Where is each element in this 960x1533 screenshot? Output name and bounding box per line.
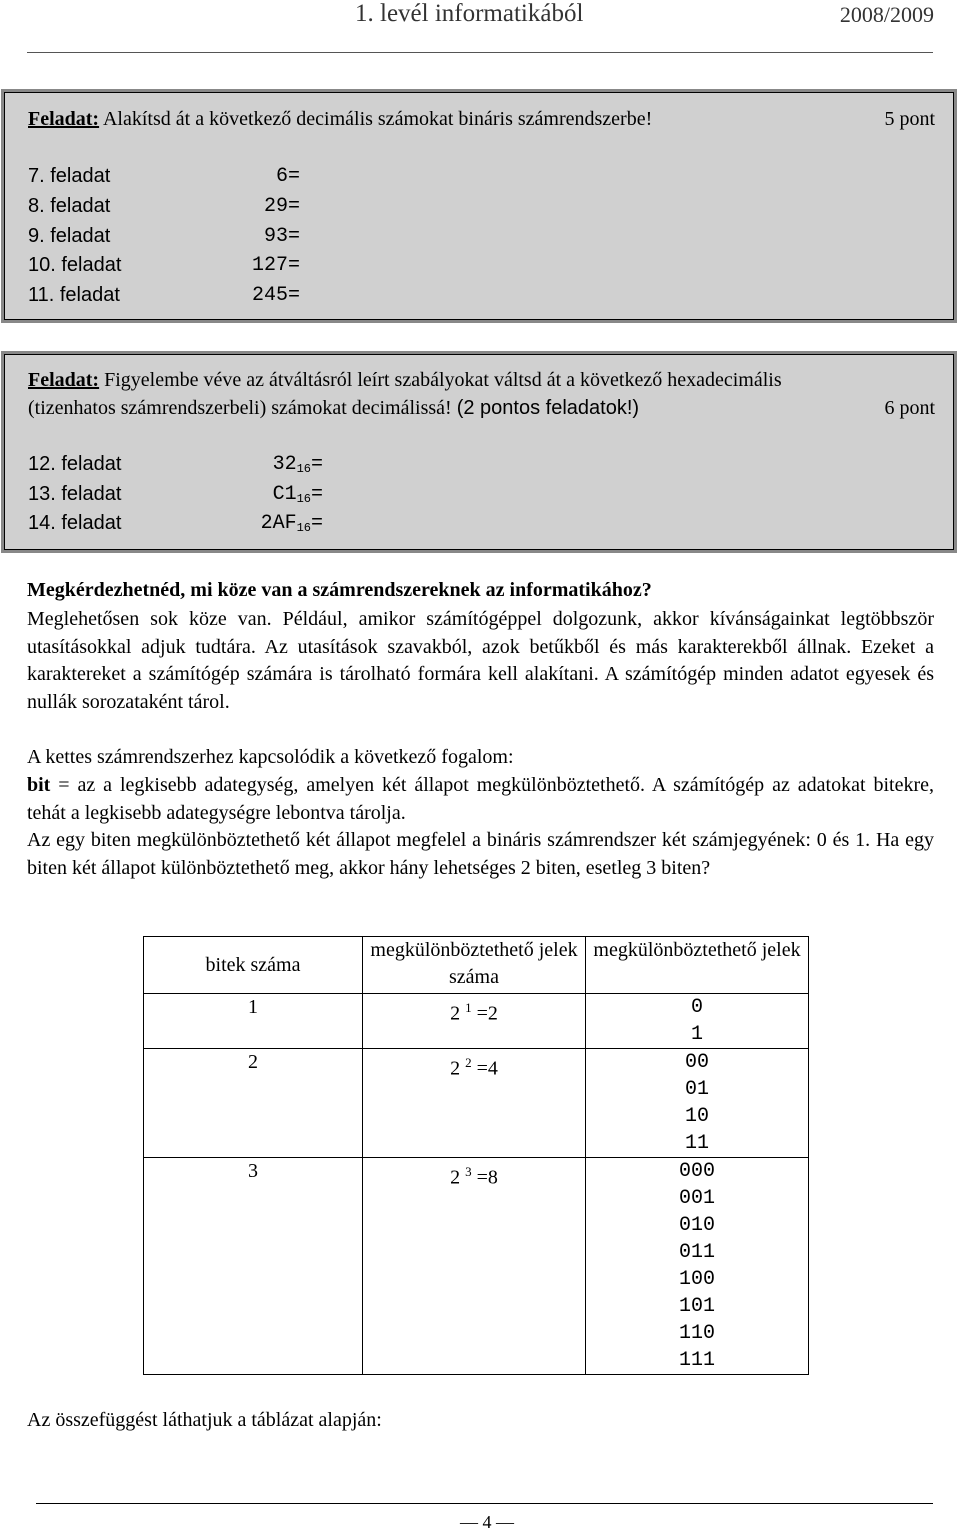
task-instruction-line2 (28, 397, 639, 420)
task-item-value: 6= (275, 165, 300, 188)
task-instruction (28, 369, 782, 392)
task-item-label: 8. feladat (28, 195, 111, 217)
task-instruction (28, 108, 652, 131)
table-cell-bits: 2 (144, 1049, 363, 1158)
table-row (144, 994, 809, 1049)
task-label: Feladat: (28, 369, 100, 391)
table-cell-count: 2 $^3$ =8 (363, 1158, 586, 1375)
term-bit: bit (27, 774, 51, 796)
task-item-value: $32_{16}=$ (272, 453, 323, 476)
task-item-value: 245= (251, 284, 300, 307)
paragraph-bit-intro: A kettes számrendszerhez kapcsolódik a következő fogalom: (27, 746, 514, 768)
section-heading: Megkérdezhetnéd, mi köze van a számrendszereknek az informatikához? (27, 579, 652, 601)
table-header-row (144, 937, 809, 994)
table-cell-codes: 0 1 (586, 994, 809, 1049)
task-label: Feladat: (28, 108, 100, 130)
task-item-label: 9. feladat (28, 225, 111, 247)
table-header-cell: bitek száma (144, 937, 363, 994)
task-item-value: 127= (251, 254, 300, 277)
header-title: 1. levél informatikából (355, 0, 584, 27)
task-points: 6 pont (884, 397, 935, 419)
task-item-value: $C1_{16}=$ (272, 483, 323, 506)
table-cell-bits: 3 (144, 1158, 363, 1375)
task-text-line2: (tizenhatos számrendszerbeli) számokat decimálissá! (28, 397, 457, 419)
task-text: Alakítsd át a következő decimális számokat bináris számrendszerbe! (99, 108, 653, 130)
task-item-label: 10. feladat (28, 254, 122, 276)
task-box-binary (4, 92, 954, 320)
task-text-line1: Figyelembe véve az átváltásról leírt szabályokat váltsd át a következő hexadecimális (99, 369, 782, 391)
task-item-label: 14. feladat (28, 512, 122, 534)
paragraph-bit-definition: bit = az a legkisebb adategység, amelyen két állapot megkülönböztethető. A számítógép az adatokat bitekre, tehát a legkisebb adategységre lebontva tárolja. (27, 774, 934, 824)
closing-text: Az összefüggést láthatjuk a táblázat alapján: (27, 1409, 382, 1431)
task-box-hex (4, 354, 954, 550)
task-item-label: 12. feladat (28, 453, 122, 475)
header-divider (27, 52, 933, 53)
paragraph-intro: Meglehetősen sok köze van. Például, amikor számítógéppel dolgozunk, akkor kívánságainkat legtöbbször utasításokkal adjuk tudtára. Az utasítások szavakból, azok betűkből és más karakterekből állnak. Ezeket a karaktereket a számítógép számára is tárolható formára kell alakítani. A számítógép minden adatot egyesek és nullák sorozataként tárol. (27, 608, 934, 713)
task-item-label: 11. feladat (28, 284, 120, 306)
footer-divider (36, 1503, 933, 1504)
task-item-label: 13. feladat (28, 483, 122, 505)
header-year: 2008/2009 (839, 2, 934, 27)
table-cell-codes: 000 001 010 011 100 101 110 111 (586, 1158, 809, 1375)
table-cell-count: 2 $^2$ =4 (363, 1049, 586, 1158)
table-header-cell: megkülönböztethető jelek száma (363, 937, 586, 994)
table-cell-bits: 1 (144, 994, 363, 1049)
table-header-cell: megkülönböztethető jelek (586, 937, 809, 994)
task-points: 5 pont (884, 108, 935, 130)
task-item-label: 7. feladat (28, 165, 111, 187)
table-row (144, 1049, 809, 1158)
task-note: (2 pontos feladatok!) (456, 397, 640, 419)
bits-table (143, 936, 809, 1375)
paragraph-question: Az egy biten megkülönböztethető két állapot megfelel a bináris számrendszer két számjegyének: 0 és 1. Ha egy biten két állapot különböztethető meg, akkor hány lehetséges 2 biten, esetleg 3 biten? (27, 829, 934, 879)
table-cell-count: 2 $^1$ =2 (363, 994, 586, 1049)
task-item-value: $2AF_{16}=$ (260, 512, 323, 535)
table-row (144, 1158, 809, 1375)
task-item-value: 93= (263, 225, 300, 248)
page-number: — 4 — (460, 1512, 514, 1532)
table-cell-codes: 00 01 10 11 (586, 1049, 809, 1158)
task-item-value: 29= (263, 195, 300, 218)
